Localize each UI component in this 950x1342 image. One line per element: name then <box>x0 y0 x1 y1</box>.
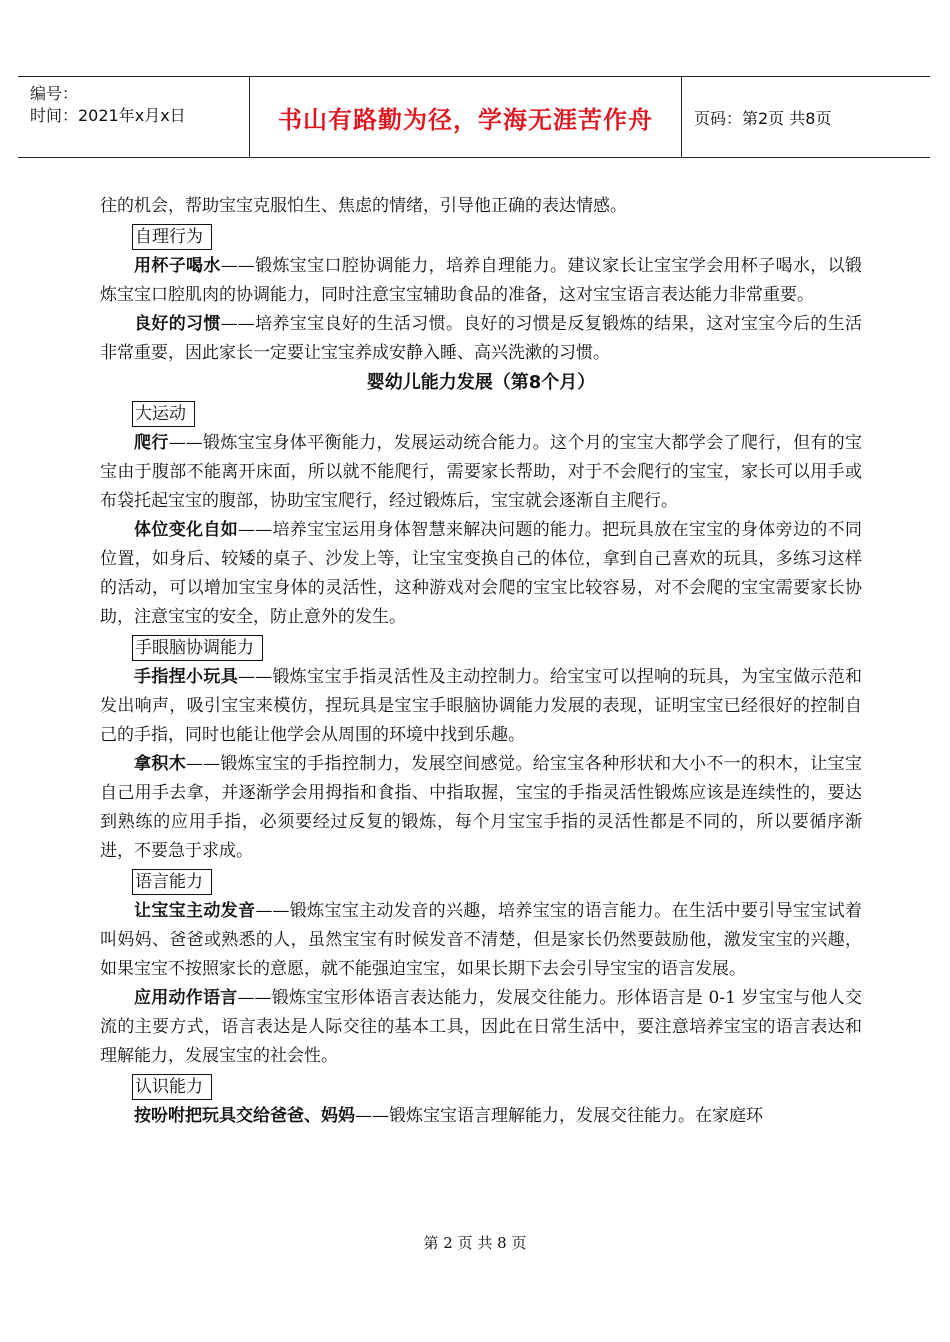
header-right-cell <box>682 77 930 157</box>
paragraph <box>100 663 862 750</box>
section-label-selfcare: 自理行为 <box>132 224 212 250</box>
page-title: 婴幼儿能力发展（第8个月） <box>366 372 596 393</box>
paragraph <box>100 252 862 310</box>
paragraph <box>100 429 862 516</box>
term: 良好的习惯 <box>134 314 221 334</box>
header-motto: 书山有路勤为径，学海无涯苦作舟 <box>278 105 653 134</box>
term: 应用动作语言 <box>134 988 238 1008</box>
paragraph <box>100 516 862 632</box>
term: 拿积木 <box>134 754 187 774</box>
section-label-cognition: 认识能力 <box>132 1074 212 1100</box>
intro-paragraph: 往的机会，帮助宝宝克服怕生、焦虑的情绪，引导他正确的表达情感。 <box>100 196 627 216</box>
paragraph-text: ——锻炼宝宝手指灵活性及主动控制力。给宝宝可以捏响的玩具，为宝宝做示范和发出响声，吸引宝宝来模仿，捏玩具是宝宝手眼脑协调能力发展的表现，证明宝宝已经很好的控制自己的手指，同时也能让他学会从周围的环境中找到乐趣。 <box>100 667 863 745</box>
paragraph <box>100 750 862 866</box>
term: 按吩咐把玩具交给爸爸、妈妈 <box>134 1106 355 1126</box>
term: 爬行 <box>134 433 169 453</box>
section-label-hand: 手眼脑协调能力 <box>132 635 263 661</box>
paragraph-text: ——锻炼宝宝口腔协调能力，培养自理能力。建议家长让宝宝学会用杯子喝水，以锻炼宝宝口腔肌肉的协调能力，同时注意宝宝辅助食品的准备，这对宝宝语言表达能力非常重要。 <box>100 256 862 305</box>
header-motto-cell <box>250 77 682 157</box>
paragraph-text: ——培养宝宝良好的生活习惯。良好的习惯是反复锻炼的结果，这对宝宝今后的生活非常重要，因此家长一定要让宝宝养成安静入睡、高兴洗漱的习惯。 <box>100 314 862 363</box>
paragraph <box>100 1102 862 1131</box>
document-time-label: 时间：2021年x月x日 <box>30 106 186 125</box>
document-body <box>100 192 862 1131</box>
term: 让宝宝主动发音 <box>134 901 256 921</box>
term: 体位变化自如 <box>134 520 239 540</box>
term: 手指捏小玩具 <box>134 667 239 687</box>
paragraph-text: ——锻炼宝宝身体平衡能力，发展运动统合能力。这个月的宝宝大都学会了爬行，但有的宝宝由于腹部不能离开床面，所以就不能爬行，需要家长帮助，对于不会爬行的宝宝，家长可以用手或布袋托起宝宝的腹部，协助宝宝爬行，经过锻炼后，宝宝就会逐渐自主爬行。 <box>100 433 863 511</box>
paragraph-text: ——锻炼宝宝形体语言表达能力，发展交往能力。形体语言是 0-1 岁宝宝与他人交流的主要方式，语言表达是人际交往的基本工具，因此在日常生活中，要注意培养宝宝的语言表达和理解能力，发展宝宝的社会性。 <box>100 988 863 1066</box>
paragraph-text: ——锻炼宝宝的手指控制力，发展空间感觉。给宝宝各种形状和大小不一的积木，让宝宝自己用手去拿，并逐渐学会用拇指和食指、中指取握，宝宝的手指灵活性锻炼应该是连续性的，要达到熟练的应用手指，必须要经过反复的锻炼，每个月宝宝手指的灵活性都是不同的，所以要循序渐进，不要急于求成。 <box>100 754 863 861</box>
term: 用杯子喝水 <box>134 256 221 276</box>
section-label-motor: 大运动 <box>132 401 195 427</box>
paragraph <box>100 984 862 1071</box>
header-page-label: 页码：第2页 共8页 <box>694 108 832 128</box>
page-header <box>18 76 930 158</box>
header-left-cell <box>18 77 250 157</box>
page-footer: 第 2 页 共 8 页 <box>423 1234 527 1252</box>
paragraph <box>100 897 862 984</box>
section-label-language: 语言能力 <box>132 869 212 895</box>
paragraph-text: ——锻炼宝宝语言理解能力，发展交往能力。在家庭环 <box>355 1106 763 1126</box>
paragraph-text: ——锻炼宝宝主动发音的兴趣，培养宝宝的语言能力。在生活中要引导宝宝试着叫妈妈、爸爸或熟悉的人，虽然宝宝有时候发音不清楚，但是家长仍然要鼓励他，激发宝宝的兴趣，如果宝宝不按照家长的意愿，就不能强迫宝宝，如果长期下去会引导宝宝的语言发展。 <box>100 901 863 979</box>
paragraph-text: ——培养宝宝运用身体智慧来解决问题的能力。把玩具放在宝宝的身体旁边的不同位置，如身后、较矮的桌子、沙发上等，让宝宝变换自己的体位，拿到自己喜欢的玩具，多练习这样的活动，可以增加宝宝身体的灵活性，这种游戏对会爬的宝宝比较容易，对不会爬的宝宝需要家长协助，注意宝宝的安全，防止意外的发生。 <box>100 520 863 627</box>
document-number-label: 编号： <box>30 84 79 103</box>
paragraph <box>100 310 862 368</box>
